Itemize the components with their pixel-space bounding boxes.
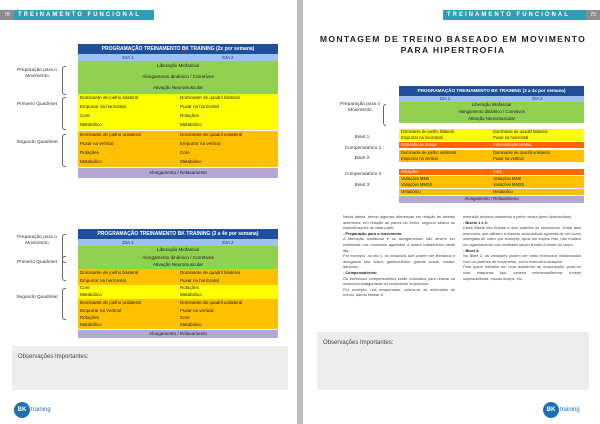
q2-cell: Puxar na vertical — [178, 307, 278, 315]
comp-1-cell: Anti-extensão lombar — [491, 142, 584, 148]
q2-cell: Core — [178, 315, 278, 322]
q2-brace — [62, 134, 66, 167]
table-title: PROGRAMAÇÃO TREINAMENTO BK TRAINING (2x por semana) — [78, 44, 278, 54]
biset-1-cell: Dominante de joelho bilateral — [399, 129, 491, 135]
q2-cell: Metabólico — [78, 158, 178, 167]
paragraph: Por exemplo, no dia 1, os músculos que podem ser liberados e alongados são: sóleo, gastrocnêmio, grande dorsal, costas, adutores. — [343, 253, 455, 270]
paragraph: Para quem trabalha em uma academia de musculação, pode-se usar máquinas tipo: cadeira extensora/flexora, tríceps supinado/testa, roscas bíceps, etc. — [463, 264, 581, 281]
q1-cell: Dominante de joelho bilateral — [78, 94, 178, 103]
q1-cell: Dominante de joelho bilateral — [78, 269, 178, 277]
metabolic-cell: Metabólico — [491, 189, 584, 195]
day-2-header: DIA 2 — [222, 240, 234, 245]
table-title: PROGRAMAÇÃO TREINAMENTO BK TRAINING (3 a 4x por semana) — [78, 229, 278, 239]
label-q2: Segundo Quadriset — [16, 295, 58, 300]
biset-3-cell: Variações MMII — [399, 176, 491, 182]
q2-cell: Dominante de joelho unilateral — [78, 131, 178, 140]
paragraph: Por exemplo, nos empurradas, coloca-se as extensões de tronco, dando ênfase a — [343, 286, 455, 298]
label-biset-3: Biset 3 — [354, 183, 370, 188]
q1-cell: Puxar na horizontal — [178, 277, 278, 285]
q1-cell: Metabólico — [178, 121, 278, 130]
label-comp-2: Compensatório 2 — [344, 172, 382, 177]
table-title: PROGRAMAÇÃO TREINAMENTO BK TRAINING (3 a 4x por semana) — [399, 86, 584, 96]
q1-cell: Metabólico — [178, 292, 278, 299]
q1-cell: Empurrar na horizontal — [78, 277, 178, 285]
label-q1: Primeiro Quadriset — [17, 260, 57, 265]
biset-2-cell: Dominante de joelho unilateral — [399, 150, 491, 156]
label-comp-1: Compensatório 1 — [344, 146, 382, 151]
brand-logo — [543, 402, 580, 418]
day-header-row — [78, 54, 278, 61]
paragraph: extensão torácica mantendo a pelve neutra (sem hiperlordose). — [463, 214, 573, 219]
comp-2-cell: Core — [491, 169, 584, 175]
q1-cell: Empurrar na horizontal — [78, 103, 178, 112]
q1-cell: Metabólico — [78, 121, 178, 130]
label-biset-1: Biset 1 — [354, 135, 370, 140]
paragraph: Os exercícios compensatórios estão colocados para relaxar os músculos antagonistas do movimento empurrado. — [343, 275, 455, 287]
q2-brace — [62, 288, 66, 320]
q1-cell: Dominante de quadril bilateral — [178, 269, 278, 277]
biset-2-cell: Empurrar na vertical — [399, 156, 491, 162]
prep-row: Ativação Neuromuscular — [78, 262, 278, 269]
day-header-row — [78, 239, 278, 246]
q2-cell: Dominante de quadril unilateral — [178, 299, 278, 307]
day-2-header: DIA 2 — [532, 96, 543, 101]
paragraph: Nesta tabela, temos algumas diferenças em relação às tabelas anteriores, em relação as partes do treino, seguem abaixo as especificações de cada parte: — [343, 214, 455, 231]
label-q1: Primeiro Quadriset — [17, 102, 57, 107]
q1-brace — [62, 256, 66, 281]
paragraph: No Biset 3, as variações podem ser tanto exercícios relacionados com os padrões de movimento, como exercícios isolados. — [463, 253, 581, 264]
prep-row: Liberação Miofascial — [399, 102, 584, 109]
biset-1-cell: Empurrar na horizontal — [399, 135, 491, 141]
notes-title: Observações Importantes: — [18, 354, 89, 360]
notes-box — [12, 346, 288, 390]
q1-cell: Rotações — [178, 112, 278, 121]
text-column-1 — [343, 214, 455, 298]
text-column-2 — [463, 214, 581, 281]
logo-mark: BK — [14, 402, 30, 418]
q2-cell: Metabólico — [178, 322, 278, 329]
logo-word: training — [31, 407, 51, 413]
logo-word: training — [560, 407, 580, 413]
q1-cell: Metabólico — [78, 292, 178, 299]
page-title: MONTAGEM DE TREINO BASEADO EM MOVIMENTO PARA HIPERTROFIA — [319, 34, 587, 55]
page-number: 79 — [586, 10, 600, 20]
comp-1-cell: Extensão de tronco — [399, 142, 491, 148]
q2-cell: Dominante de joelho unilateral — [78, 299, 178, 307]
biset-2-cell: Puxar na vertical — [491, 156, 584, 162]
q1-cell: Puxar na horizontal — [178, 103, 278, 112]
q1-cell: Core — [78, 112, 178, 121]
day-2-header: DIA 2 — [222, 55, 234, 60]
notes-title: Observações Importantes: — [323, 340, 394, 346]
left-page — [0, 0, 297, 424]
page-number: 78 — [0, 10, 14, 20]
notes-box — [317, 332, 589, 390]
biset-1-cell: Dominante de quadril bilateral — [491, 129, 584, 135]
q1-brace — [62, 97, 66, 130]
q2-cell: Rotações — [78, 315, 178, 322]
q2-cell: Empurrar na vertical — [178, 140, 278, 149]
subheading: - Compensatórios: — [343, 269, 378, 275]
final-row: Alongamento / Relaxamento — [78, 168, 278, 178]
paragraph: A liberação miofascial e os alongamentos não devem ser realizados nos músculos agonistas a serem trabalhados neste dia. — [343, 236, 455, 253]
prep-row: Ativação Neuromuscular — [78, 83, 278, 94]
biset-3-cell: Variações MMII — [491, 176, 584, 182]
prep-row: Alongamento dinâmico / Corretivos — [399, 109, 584, 116]
q1-cell: Rotações — [178, 285, 278, 292]
q1-cell: Dominante de quadril bilateral — [178, 94, 278, 103]
label-prep: Preparação para o Movimento — [17, 235, 57, 246]
prep-row: Ativação Neuromuscular — [399, 116, 584, 123]
q2-cell: Puxar na vertical — [78, 140, 178, 149]
metabolic-cell: Metabólico — [399, 189, 491, 195]
biset-1-cell: Puxar na horizontal — [491, 135, 584, 141]
label-prep: Preparação para o Movimento — [17, 68, 57, 79]
brand-logo — [14, 402, 51, 418]
day-1-header: DIA 1 — [122, 240, 134, 245]
subheading: - Bisets 1 e 2: — [463, 219, 489, 225]
day-1-header: DIA 1 — [122, 55, 134, 60]
final-row: Alongamento / Relaxamento — [399, 196, 584, 203]
biset-3-cell: Variações MMSS — [491, 182, 584, 188]
q2-cell: Metabólico — [78, 322, 178, 329]
prep-brace — [383, 104, 386, 126]
q2-cell: Dominante de quadril unilateral — [178, 131, 278, 140]
prep-row: Liberação Miofascial — [78, 246, 278, 254]
paragraph: Estes Bisets dão ênfase a dois padrões de movimento. Evitar dois exercícios que utilizem a mesma musculatura agonista de um como sinergista de outro, por exemplo, após um supino reto, não realizar um agachamento com kettlebell sendo levado à frente do corpo. — [463, 225, 581, 247]
label-biset-2: Biset 2 — [354, 156, 370, 161]
page-header: TREINAMENTO FUNCIONAL — [14, 10, 154, 20]
biset-3-cell: Variações MMSS — [399, 182, 491, 188]
subheading: - Biset 3: — [463, 247, 480, 253]
subheading: - Preparação para o movimento: — [343, 230, 403, 236]
biset-2-cell: Dominante de quadril unilateral — [491, 150, 584, 156]
prep-row: Liberação Miofascial — [78, 61, 278, 72]
prep-row: Alongamento dinâmico / Corretivos — [78, 254, 278, 262]
final-row: Alongamento / Relaxamento — [78, 330, 278, 338]
prep-brace — [62, 66, 66, 95]
prep-row: Alongamento dinâmico / Corretivos — [78, 72, 278, 83]
label-prep: Preparação para o Movimento — [340, 102, 380, 113]
q2-cell: Core — [178, 149, 278, 158]
right-page — [303, 0, 600, 424]
comp-2-cell: Rotações — [399, 169, 491, 175]
logo-mark: BK — [543, 402, 559, 418]
page-header: TREINAMENTO FUNCIONAL — [443, 10, 586, 20]
q1-cell: Core — [78, 285, 178, 292]
q2-cell: Metabólico — [178, 158, 278, 167]
label-q2: Segundo Quadriset — [16, 140, 58, 145]
q2-cell: Rotações — [78, 149, 178, 158]
day-1-header: DIA 1 — [439, 96, 451, 101]
q2-cell: Empurrar na Vertical — [78, 307, 178, 315]
